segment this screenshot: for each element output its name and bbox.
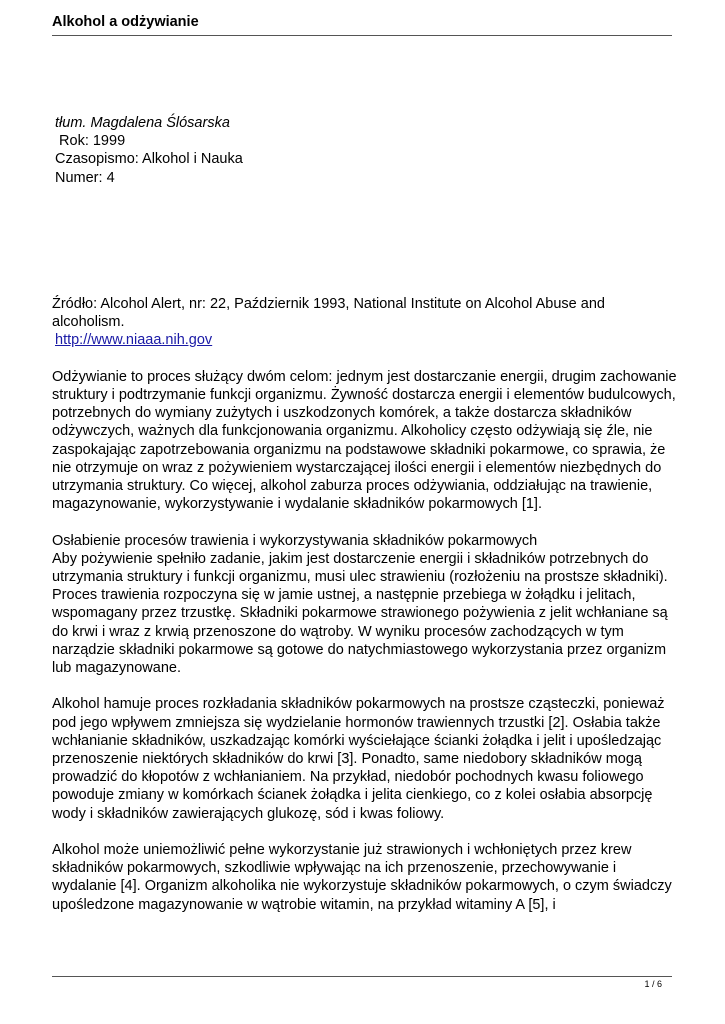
section-heading: Osłabienie procesów trawienia i wykorzystywania składników pokarmowych [52, 532, 538, 549]
page-number: 1 / 6 [644, 979, 662, 989]
header-divider [52, 35, 672, 36]
footer-divider [52, 976, 672, 977]
issue-line: Numer: 4 [55, 169, 115, 186]
source-link[interactable]: http://www.niaaa.nih.gov [55, 332, 213, 349]
year-line: Rok: 1999 [55, 133, 126, 150]
paragraph-absorption: Alkohol hamuje proces rozkładania składników pokarmowych na prostsze cząsteczki, ponieważ pod jego wpływem zmniejsza się wydzielanie hormonów trawiennych trzustki [2]. Osłabia także wchłanianie składników, uszkadzając komórki wyściełające ścianki żołądka i jelit i upośledzając przenoszenie niektórych składników do krwi [3]. Ponadto, same niedobory składników mogą prowadzić do kłopotów z wchłanianiem. Na przykład, niedobór pochodnych kwasu foliowego powoduje zmiany w komórkach ścianek żołądka i jelita cienkiego, co z kolei osłabia absorpcję wody i składników zawierających glukozę, sód i kwas foliowy. [52, 696, 665, 822]
paragraph-intro: Odżywianie to proces służący dwóm celom: jednym jest dostarczanie energii, drugim zachowanie struktury i podtrzymanie funkcji organizmu. Żywność dostarcza energii i elementów budulcowych, potrzebnych do wymiany zużytych i uszkodzonych komórek, a także dostarcza składników odżywczych, ważnych dla funkcjonowania organizmu. Alkoholicy często odżywiają się źle, nie zaspokajając zapotrzebowania organizmu na podstawowe składniki pokarmowe, co sprawia, że nie otrzymuje on wraz z pożywieniem wystarczającej ilości energii i elementów niezbędnych do utrzymania struktury. Co więcej, alkohol zaburza proces odżywiania, oddziałując na trawienie, magazynowanie, wykorzystywanie i wydalanie składników pokarmowych [1]. [52, 368, 677, 513]
source-citation: Źródło: Alcohol Alert, nr: 22, Październik 1993, National Institute on Alcohol Abuse and alcoholism. [52, 296, 605, 331]
article-body [52, 295, 678, 932]
source-link-line [55, 331, 678, 349]
section-paragraph [52, 532, 678, 678]
document-title: Alkohol a odżywianie [52, 14, 199, 30]
journal-line: Czasopismo: Alkohol i Nauka [55, 151, 243, 168]
paragraph-utilization: Alkohol może uniemożliwić pełne wykorzystanie już strawionych i wchłoniętych przez krew składników pokarmowych, szkodliwie wpływając na ich przenoszenie, przechowywanie i wydalanie [4]. Organizm alkoholika nie wykorzystuje składników pokarmowych, o czym świadczy upośledzone magazynowanie w wątrobie witamin, na przykład witaminy A [5], i [52, 842, 672, 913]
section-text: Aby pożywienie spełniło zadanie, jakim jest dostarczenie energii i składników potrzebnych do utrzymania struktury i funkcji organizmu, musi ulec strawieniu (rozłożeniu na prostsze składniki). Proces trawienia rozpoczyna się w jamie ustnej, a następnie przebiega w żołądku i jelitach, wspomagany przez trzustkę. Składniki pokarmowe strawionego pożywienia z jelit wchłaniane są do krwi i wraz z krwią przenoszone do wątroby. W wyniku procesów zachodzących w tym narządzie składniki pokarmowe są gotowe do natychmiastowego wykorzystania przez organizm lub magazynowane. [52, 550, 668, 677]
translator-line: tłum. Magdalena Ślósarska [55, 115, 230, 131]
article-metadata [55, 114, 243, 187]
